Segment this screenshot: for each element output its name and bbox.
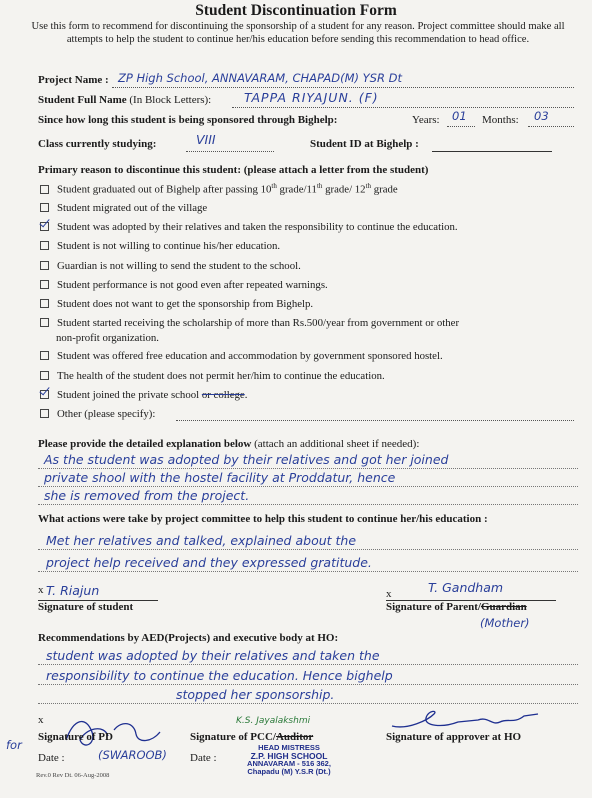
approver-signature-scribble[interactable] [388,706,548,734]
pcc-date-label: Date : [190,752,217,764]
student-sig-x: x [38,584,44,596]
recommendation-line[interactable]: responsibility to continue the education. Hence bighelp [46,668,393,683]
reason-option[interactable] [40,298,313,310]
reason-checkbox-checked[interactable] [40,390,49,399]
reason-checkbox[interactable] [40,280,49,289]
form-intro: Use this form to recommend for discontinuing the sponsorship of a student for any reason. Project committee should make all attempts to help the student to continue her/his education before sending this recommendation to head office. [31,21,565,45]
explanation-line[interactable]: As the student was adopted by their relatives and got her joined [44,452,449,467]
reasons-heading [38,164,428,176]
reason-checkbox-checked[interactable] [40,222,49,231]
reason-checkbox[interactable] [40,351,49,360]
months-value[interactable]: 03 [534,109,549,123]
years-value[interactable]: 01 [452,109,467,123]
parent-sig-label [386,601,527,613]
parent-sig-label-b: Guardian [480,601,527,613]
reason-checkbox[interactable] [40,261,49,270]
student-name-label [38,94,211,106]
reasons-heading-hint: (please attach a letter from the student) [241,164,429,176]
reason-grad-prefix: Student graduated out of Bighelp after passing 10 [57,183,272,196]
reason-option-graduated[interactable] [40,182,398,196]
actions-line[interactable]: Met her relatives and talked, explained about the [46,533,357,548]
explanation-rule [38,504,578,505]
explanation-heading-text: Please provide the detailed explanation below [38,438,252,450]
student-id-label: Student ID at Bighelp : [310,138,419,150]
stamp-line: Chapadu (M) Y.S.R (Dt.) [247,767,331,776]
months-line [528,126,574,127]
parent-sig-x: x [386,588,392,600]
stamp-line: Z.P. HIGH SCHOOL [250,751,328,761]
reason-checkbox[interactable] [40,371,49,380]
years-label: Years: [412,114,440,126]
explanation-heading-hint: (attach an additional sheet if needed): [251,438,420,450]
reason-checkbox[interactable] [40,203,49,212]
form-title: Student Discontinuation Form [195,2,397,19]
explanation-heading [38,438,419,450]
reason-option[interactable] [40,389,247,401]
reason-option[interactable] [40,350,443,362]
reason-label: Student started receiving the scholarship of more than Rs.500/year from government or other [57,317,460,329]
student-name-line [232,107,574,108]
parent-signature[interactable]: T. Gandham [428,580,504,595]
actions-line[interactable]: project help received and they expressed gratitude. [46,555,372,570]
class-label: Class currently studying: [38,138,157,150]
pcc-sig-label [190,731,313,743]
reason-label: Student joined the private school [57,389,202,401]
school-stamp [214,744,364,776]
reason-grad-sup2: th [316,182,323,190]
reason-label: Student is not willing to continue his/her education. [57,240,281,252]
reason-grad-sup1: th [271,182,277,190]
student-id-line [432,151,552,152]
reason-label: Guardian is not willing to send the student to the school. [57,260,301,272]
stamp-line: ANNAVARAM - 516 362, [247,759,331,768]
reason-option[interactable] [40,260,301,272]
reason-grad-mid1: grade/11 [276,183,317,196]
explanation-rule [38,486,578,487]
recommendation-line[interactable]: stopped her sponsorship. [176,687,335,702]
pd-date-label: Date : [38,752,65,764]
stamp-line: HEAD MISTRESS [258,743,320,752]
reason-label-tail: . [244,389,248,401]
actions-heading: What actions were take by project committee to help this student to continue her/his education : [38,513,488,525]
recommendations-rule [38,703,578,704]
recommendations-rule [38,664,578,665]
recommendations-heading: Recommendations by AED(Projects) and executive body at HO: [38,632,339,644]
reason-label: Student performance is not good even after repeated warnings. [57,279,328,291]
pd-note: (SWAROOB) [98,748,167,762]
reason-label: Other (please specify): [57,408,156,420]
reason-grad-suffix: grade [371,183,398,196]
project-value[interactable]: ZP High School, ANNAVARAM, CHAPAD(M) YSR Dt [118,71,402,85]
recommendation-line[interactable]: student was adopted by their relatives and taken the [46,648,380,663]
reason-grad-mid2: grade/ 12 [322,183,366,196]
pcc-signature[interactable]: K.S. Jayalakshmi [236,716,311,726]
class-value[interactable]: VIII [196,132,216,147]
reason-label-struck: or college [201,389,245,401]
student-signature[interactable]: T. Riajun [46,583,100,598]
reason-label: Student was adopted by their relatives and taken the responsibility to continue the education. [57,221,458,233]
student-name-hint: (In Block Letters): [126,94,212,106]
reason-checkbox[interactable] [40,241,49,250]
reason-option[interactable] [40,240,280,252]
student-name-label-text: Student Full Name [38,94,127,106]
recommendations-rule [38,684,578,685]
reason-option-other[interactable] [40,408,155,420]
pd-sig-x: x [38,714,44,726]
reasons-heading-text: Primary reason to discontinue this student: [38,164,241,176]
reason-checkbox[interactable] [40,318,49,327]
explanation-line[interactable]: private shool with the hostel facility at Proddatur, hence [44,470,396,485]
parent-note: (Mother) [480,616,530,630]
reason-label: Student was offered free education and accommodation by government sponsored hostel. [57,350,443,362]
reason-label: Student migrated out of the village [57,202,208,214]
actions-rule [38,571,578,572]
reason-option[interactable] [40,279,328,291]
actions-rule [38,549,578,550]
reason-option[interactable] [40,221,458,233]
for-note: for [6,738,22,752]
pcc-sig-label-text: Signature of PCC/ [190,731,276,743]
reason-checkbox[interactable] [40,409,49,418]
student-sig-label: Signature of student [38,601,134,613]
parent-sig-label-a: Signature of Parent/ [386,601,481,613]
other-specify-line [176,420,574,421]
project-label: Project Name : [38,74,109,86]
reason-label-line2: non-profit organization. [56,332,159,344]
reason-checkbox[interactable] [40,299,49,308]
class-line [186,151,274,152]
months-label: Months: [482,114,519,126]
project-line [112,87,574,88]
reason-option[interactable] [40,370,385,382]
pcc-sig-label-struck: Auditor [275,731,314,743]
revision-footer: Rev.0 Rev Dt. 06-Aug-2008 [36,772,110,779]
approver-sig-label: Signature of approver at HO [386,731,522,743]
student-name-value[interactable]: TAPPA RIYAJUN. (F) [244,90,379,105]
sponsor-duration-label: Since how long this student is being sponsored through Bighelp: [38,114,338,126]
reason-option[interactable] [40,202,207,214]
reason-grad-sup3: th [365,182,372,190]
pd-sig-label: Signature of PD [38,731,113,743]
explanation-line[interactable]: she is removed from the project. [44,488,250,503]
years-line [447,126,475,127]
reason-checkbox-graduated[interactable] [40,185,49,194]
reason-label: The health of the student does not permit her/him to continue the education. [57,370,385,382]
reason-label: Student does not want to get the sponsorship from Bighelp. [57,298,314,310]
explanation-rule [38,468,578,469]
reason-option[interactable] [40,317,459,329]
